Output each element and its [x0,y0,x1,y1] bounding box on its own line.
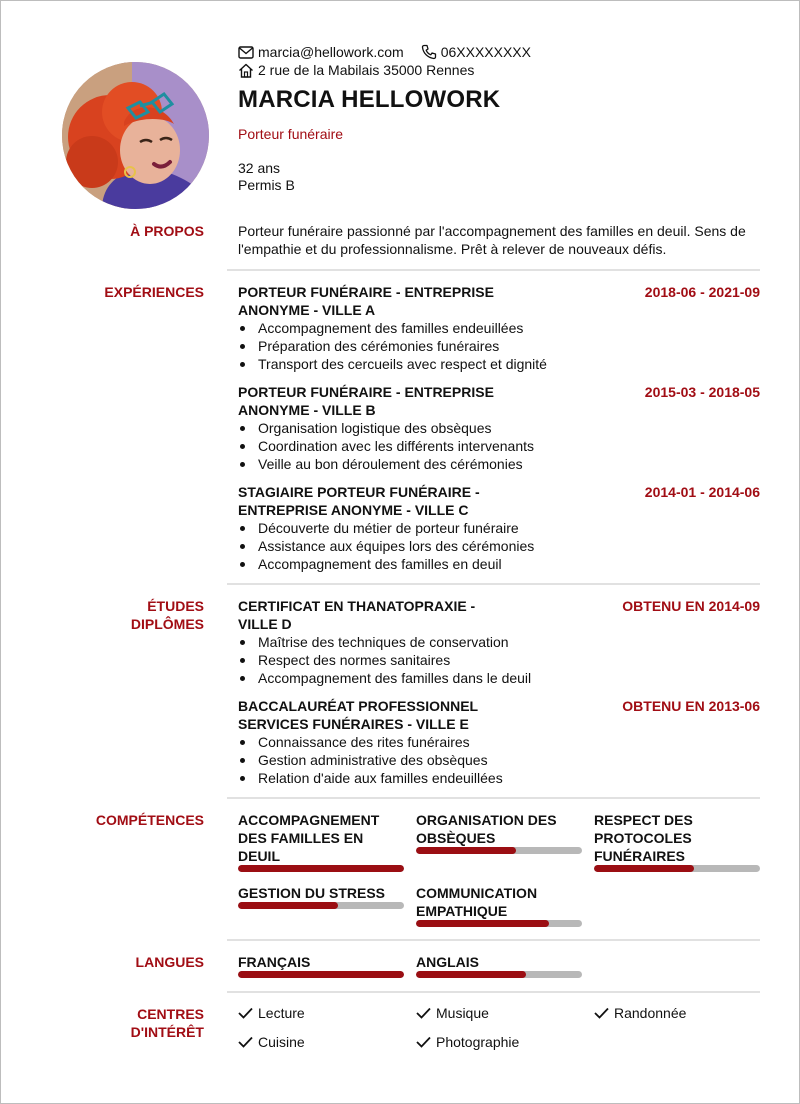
list-item: Organisation logistique des obsèques [238,419,760,437]
language-name: ANGLAIS [416,954,479,970]
candidate-name: MARCIA HELLOWORK [238,86,501,113]
phone-text[interactable]: 06XXXXXXXX [440,44,531,60]
skill-name: GESTION DU STRESS [238,885,386,901]
entry-title: BACCALAURÉAT PROFESSIONNEL SERVICES FUNÉRAIRES - VILLE E [238,698,478,732]
interest-label: Randonnée [614,1005,687,1021]
language-bar [238,971,404,978]
experience-entry [238,483,760,573]
bullet-list [238,319,760,373]
entry-title: PORTEUR FUNÉRAIRE - ENTREPRISE ANONYME - VILLE A [238,284,494,318]
skill-item [238,884,404,909]
mail-icon [238,43,256,61]
list-item: Maîtrise des techniques de conservation [238,633,760,651]
entry-title: STAGIAIRE PORTEUR FUNÉRAIRE - ENTREPRISE ANONYME - VILLE C [238,484,480,518]
skill-bar [416,847,582,854]
interest-item [238,1034,305,1050]
check-icon [416,1005,436,1021]
about-text: Porteur funéraire passionné par l'accompagnement des familles en deuil. Sens de l'empathie et du professionnalisme. Prêt à relever de nouveaux défis. [238,223,746,257]
contact-row-2 [238,61,531,79]
interest-item [238,1005,305,1021]
phone-icon [421,43,439,61]
section-label-line: DIPLÔMES [130,616,204,632]
section-label-education [131,597,204,633]
bullet-list [238,419,760,473]
section-label-about: À PROPOS [130,223,204,239]
experience-entry [238,383,760,473]
job-title: Porteur funéraire [238,126,344,142]
license-text: Permis B [238,177,295,193]
language-item [238,953,404,978]
divider [227,939,760,941]
skill-bar [416,920,582,927]
age-text: 32 ans [238,160,281,176]
interest-item [416,1005,489,1021]
skill-bar-fill [416,920,549,927]
contact-row-1 [238,43,531,61]
language-bar [416,971,582,978]
list-item: Accompagnement des familles dans le deuil [238,669,760,687]
bullet-list [238,733,760,787]
list-item: Respect des normes sanitaires [238,651,760,669]
entry-date: 2018-06 - 2021-09 [644,284,760,300]
interest-item [594,1005,686,1021]
list-item: Accompagnement des familles en deuil [238,555,760,573]
divider [227,269,760,271]
list-item: Gestion administrative des obsèques [238,751,760,769]
address-text: 2 rue de la Mabilais 35000 Rennes [258,62,475,78]
check-icon [594,1005,614,1021]
list-item: Assistance aux équipes lors des cérémonies [238,537,760,555]
bullet-list [238,633,760,687]
section-label-skills: COMPÉTENCES [95,812,204,828]
list-item: Découverte du métier de porteur funéraire [238,519,760,537]
bullet-list [238,519,760,573]
language-bar-fill [238,971,404,978]
education-entry [238,697,760,787]
section-label-line: D'INTÉRÊT [130,1024,204,1040]
section-label-languages: LANGUES [135,954,204,970]
check-icon [416,1034,436,1050]
divider [227,991,760,993]
entry-date: OBTENU EN 2013-06 [622,698,760,714]
divider [227,583,760,585]
check-icon [238,1005,258,1021]
entry-date: 2015-03 - 2018-05 [644,384,760,400]
skill-name: COMMUNICATION EMPATHIQUE [416,885,538,919]
list-item: Connaissance des rites funéraires [238,733,760,751]
skill-item [594,811,760,872]
avatar [62,62,209,209]
section-label-interests [131,1005,204,1041]
language-item [416,953,582,978]
interest-label: Photographie [436,1034,520,1050]
section-label-line: CENTRES [137,1006,204,1022]
language-bar-fill [416,971,526,978]
contact-block [238,43,531,79]
skill-bar-fill [238,902,338,909]
section-label-experiences: EXPÉRIENCES [104,284,204,300]
skill-item [416,811,582,854]
skill-name: ACCOMPAGNEMENT DES FAMILLES EN DEUIL [238,812,380,864]
email-text[interactable]: marcia@hellowork.com [258,44,404,60]
language-name: FRANÇAIS [238,954,311,970]
divider [227,797,760,799]
list-item: Veille au bon déroulement des cérémonies [238,455,760,473]
personal-info [238,160,295,194]
skill-bar-fill [416,847,516,854]
skill-item [238,811,404,872]
skill-bar-fill [594,865,694,872]
entry-date: 2014-01 - 2014-06 [644,484,760,500]
list-item: Relation d'aide aux familles endeuillées [238,769,760,787]
experience-entry [238,283,760,373]
interest-label: Musique [436,1005,489,1021]
list-item: Transport des cercueils avec respect et dignité [238,355,760,373]
interest-label: Lecture [258,1005,305,1021]
skill-bar-fill [238,865,404,872]
skill-name: RESPECT DES PROTOCOLES FUNÉRAIRES [594,812,693,864]
entry-date: OBTENU EN 2014-09 [622,598,760,614]
list-item: Coordination avec les différents intervenants [238,437,760,455]
interest-label: Cuisine [258,1034,305,1050]
skill-item [416,884,582,927]
skill-bar [594,865,760,872]
home-icon [238,61,256,79]
education-entry [238,597,760,687]
entry-title: PORTEUR FUNÉRAIRE - ENTREPRISE ANONYME - VILLE B [238,384,494,418]
check-icon [238,1034,258,1050]
list-item: Accompagnement des familles endeuillées [238,319,760,337]
skill-name: ORGANISATION DES OBSÈQUES [416,812,557,846]
list-item: Préparation des cérémonies funéraires [238,337,760,355]
skill-bar [238,865,404,872]
entry-title: CERTIFICAT EN THANATOPRAXIE - VILLE D [238,598,476,632]
interest-item [416,1034,519,1050]
section-label-line: ÉTUDES [147,598,204,614]
skill-bar [238,902,404,909]
